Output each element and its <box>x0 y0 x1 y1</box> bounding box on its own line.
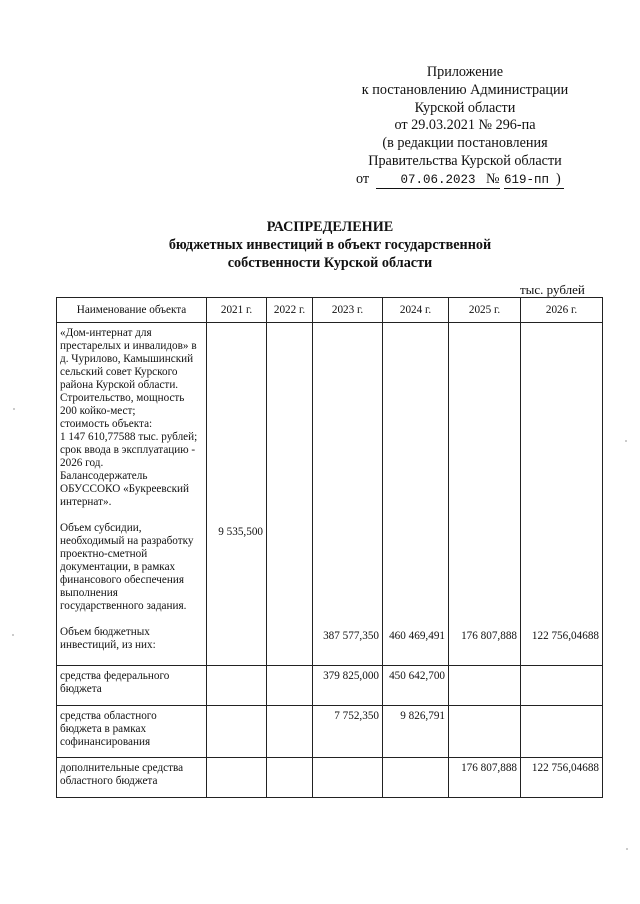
value-cell <box>313 758 383 798</box>
cell-value: 7 752,350 <box>334 710 379 722</box>
text-line: выполнения <box>60 587 118 599</box>
text-line: государственного задания. <box>60 600 187 612</box>
scan-speck <box>625 440 627 442</box>
value-cell <box>521 758 603 798</box>
text-line: престарелых и инвалидов» в <box>60 340 197 352</box>
cell-value: 122 756,04688 <box>531 762 599 774</box>
title-line: РАСПРЕДЕЛЕНИЕ <box>266 219 394 235</box>
value-cell <box>383 666 449 706</box>
value-cell <box>267 666 313 706</box>
text-line: срок ввода в эксплуатацию - <box>60 444 196 456</box>
text-line: района Курской области. <box>60 379 179 391</box>
value-cell <box>207 758 267 798</box>
cell-value: 450 642,700 <box>389 670 445 682</box>
text-line: Объем бюджетных <box>60 626 150 638</box>
text-line: бюджета <box>60 683 102 695</box>
year-2026-cell <box>521 323 603 666</box>
value-cell <box>267 758 313 798</box>
cell-value: 176 807,888 <box>461 762 517 774</box>
header-line: (в редакции постановления <box>382 135 548 152</box>
value-cell <box>207 666 267 706</box>
year-2025-cell <box>449 323 521 666</box>
investment-table <box>56 297 603 798</box>
text-line: интернат». <box>60 496 112 508</box>
row-name <box>57 666 207 706</box>
amendment-number: 619-пп <box>504 172 564 189</box>
text-line: «Дом-интернат для <box>60 327 152 339</box>
text-line: Балансодержатель <box>60 470 148 482</box>
amendment-date: 07.06.2023 <box>376 172 500 189</box>
text-line: стоимость объекта: <box>60 418 153 430</box>
value-cell <box>207 706 267 758</box>
text-line: бюджета в рамках <box>60 723 147 735</box>
scan-speck <box>12 634 14 636</box>
text-line: проектно-сметной <box>60 548 148 560</box>
year-2024-cell <box>383 323 449 666</box>
value-cell <box>313 666 383 706</box>
object-description <box>60 327 204 509</box>
value-cell <box>449 666 521 706</box>
column-header: 2026 г. <box>521 298 603 323</box>
table-row <box>57 706 603 758</box>
header-line: Правительства Курской области <box>368 152 562 169</box>
units-label: тыс. рублей <box>520 282 585 297</box>
text-line: Строительство, мощность <box>60 392 185 404</box>
text-line: средства федерального <box>60 670 170 682</box>
text-line: необходимый на разработку <box>60 535 194 547</box>
text-line: документации, в рамках <box>60 561 176 573</box>
row-name <box>57 706 207 758</box>
year-2022-cell <box>267 323 313 666</box>
column-header: 2025 г. <box>449 298 521 323</box>
text-line: областного бюджета <box>60 775 158 787</box>
scan-speck <box>626 848 628 850</box>
investment-2023-value: 387 577,350 <box>323 630 379 642</box>
closing-paren: ) <box>556 170 561 187</box>
year-2023-cell <box>313 323 383 666</box>
table-row <box>57 758 603 798</box>
investment-2026-value: 122 756,04688 <box>531 630 599 642</box>
text-line: сельский совет Курского <box>60 366 178 378</box>
investment-2024-value: 460 469,491 <box>389 630 445 642</box>
header-line: Приложение <box>426 64 504 80</box>
text-line: Объем субсидии, <box>60 522 142 534</box>
year-2021-cell <box>207 323 267 666</box>
cell-value: 379 825,000 <box>323 670 379 682</box>
value-cell <box>521 666 603 706</box>
ot-label: от <box>356 170 370 187</box>
value-cell <box>521 706 603 758</box>
subsidy-2021-value: 9 535,500 <box>218 526 263 538</box>
number-sign: № <box>486 170 500 187</box>
investment-description <box>60 626 204 652</box>
value-cell <box>449 758 521 798</box>
cell-value: 9 826,791 <box>400 710 445 722</box>
subsidy-description <box>60 522 204 613</box>
amendment-date-line <box>340 171 590 189</box>
text-line: финансового обеспечения <box>60 574 184 586</box>
value-cell <box>383 706 449 758</box>
table-header-row <box>57 298 603 323</box>
text-line: 1 147 610,77588 тыс. рублей; <box>60 431 198 443</box>
value-cell <box>313 706 383 758</box>
document-header <box>340 64 590 189</box>
value-cell <box>383 758 449 798</box>
header-line: Курской области <box>414 99 516 116</box>
column-header: 2021 г. <box>207 298 267 323</box>
value-cell <box>267 706 313 758</box>
text-line: инвестиций, из них: <box>60 639 156 651</box>
value-cell <box>449 706 521 758</box>
text-line: средства областного <box>60 710 157 722</box>
column-header: 2023 г. <box>313 298 383 323</box>
text-line: дополнительные средства <box>60 762 184 774</box>
scan-speck <box>13 408 15 410</box>
text-line: 2026 год. <box>60 457 104 469</box>
column-header: 2024 г. <box>383 298 449 323</box>
header-line: к постановлению Администрации <box>361 81 569 98</box>
text-line: ОБУССОКО «Букреевский <box>60 483 189 495</box>
text-line: 200 койко-мест; <box>60 405 136 417</box>
text-line: д. Чурилово, Камышинский <box>60 353 194 365</box>
column-header: Наименование объекта <box>57 298 207 323</box>
text-line: софинансирования <box>60 736 151 748</box>
title-line: бюджетных инвестиций в объект государственной <box>168 237 492 253</box>
table-row <box>57 323 603 666</box>
table-row <box>57 666 603 706</box>
column-header: 2022 г. <box>267 298 313 323</box>
title-line: собственности Курской области <box>227 255 433 271</box>
object-cell <box>57 323 207 666</box>
header-line: от 29.03.2021 № 296-па <box>394 117 536 134</box>
row-name <box>57 758 207 798</box>
document-title <box>120 218 540 272</box>
investment-2025-value: 176 807,888 <box>461 630 517 642</box>
